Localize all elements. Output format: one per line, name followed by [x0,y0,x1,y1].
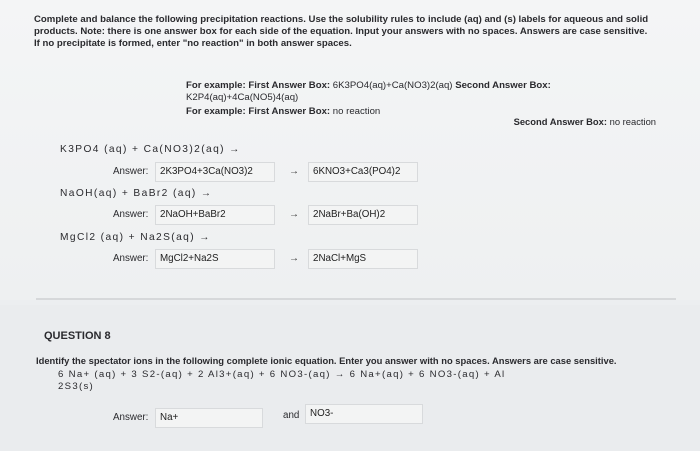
question-8-answer-label: Answer: [113,412,149,423]
reaction-2-arrow-icon: → [289,209,299,220]
example-2-second: no reaction [609,116,656,127]
reaction-1-second-answer-input[interactable]: 6KNO3+Ca3(PO4)2 [308,162,418,182]
examples-block [186,80,656,127]
instructions-line-2: products. Note: there is one answer box for each side of the equation. Input your answers with no spaces. Answers are case sensitive. [34,26,648,37]
reaction-2-first-answer-input[interactable]: 2NaOH+BaBr2 [155,205,275,225]
reaction-3-second-answer-input[interactable]: 2NaCl+MgS [308,249,418,269]
example-1-second: K2P4(aq)+4Ca(NO5)4(aq) [186,92,299,103]
example-1-prefix: For example: First Answer Box: [186,80,331,91]
reaction-2-equation: NaOH(aq) + BaBr2 (aq) → [60,188,213,199]
reaction-2-second-answer-input[interactable]: 2NaBr+Ba(OH)2 [308,205,418,225]
reaction-3-arrow-icon: → [289,253,299,264]
example-1-second-label: Second Answer Box: [455,80,551,91]
question-8-and-label: and [283,410,300,421]
reaction-1-arrow-icon: → [289,166,299,177]
instructions-line-3: If no precipitate is formed, enter "no reaction" in both answer spaces. [34,38,352,49]
example-1-line [186,80,656,92]
section-divider [36,298,676,300]
example-2-prefix: For example: First Answer Box: [186,106,331,117]
example-2-first: no reaction [332,106,381,117]
example-2-right [514,116,656,128]
reaction-1-answer-label: Answer: [113,166,149,177]
example-1-first: 6K3PO4(aq)+Ca(NO3)2(aq) [332,80,453,91]
instructions-line-1: Complete and balance the following precipitation reactions. Use the solubility rules to include (aq) and (s) labels for aqueous and solid [34,14,649,25]
question-8-equation-line-1: 6 Na+ (aq) + 3 S2-(aq) + 2 Al3+(aq) + 6 NO3-(aq) → 6 Na+(aq) + 6 NO3-(aq) + Al [58,369,506,380]
reaction-3-first-answer-input[interactable]: MgCl2+Na2S [155,249,275,269]
question-8-answer-2-input[interactable]: NO3- [305,404,423,424]
instructions [34,14,684,50]
reaction-3-equation: MgCl2 (aq) + Na2S(aq) → [60,232,211,243]
reaction-2-answer-label: Answer: [113,209,149,220]
reaction-1-equation: K3PO4 (aq) + Ca(NO3)2(aq) → [60,144,241,155]
question-8-equation-line-2: 2S3(s) [58,381,95,392]
reaction-3-answer-label: Answer: [113,253,149,264]
example-2-second-label: Second Answer Box: [513,116,607,127]
question-8-equation [58,369,688,393]
question-8-instructions: Identify the spectator ions in the following complete ionic equation. Enter you answer with no spaces. Answers are case sensitive. [36,355,617,366]
question-8-answer-1-input[interactable]: Na+ [155,408,263,428]
question-8-title: QUESTION 8 [44,330,111,342]
reaction-1-first-answer-input[interactable]: 2K3PO4+3Ca(NO3)2 [155,162,275,182]
